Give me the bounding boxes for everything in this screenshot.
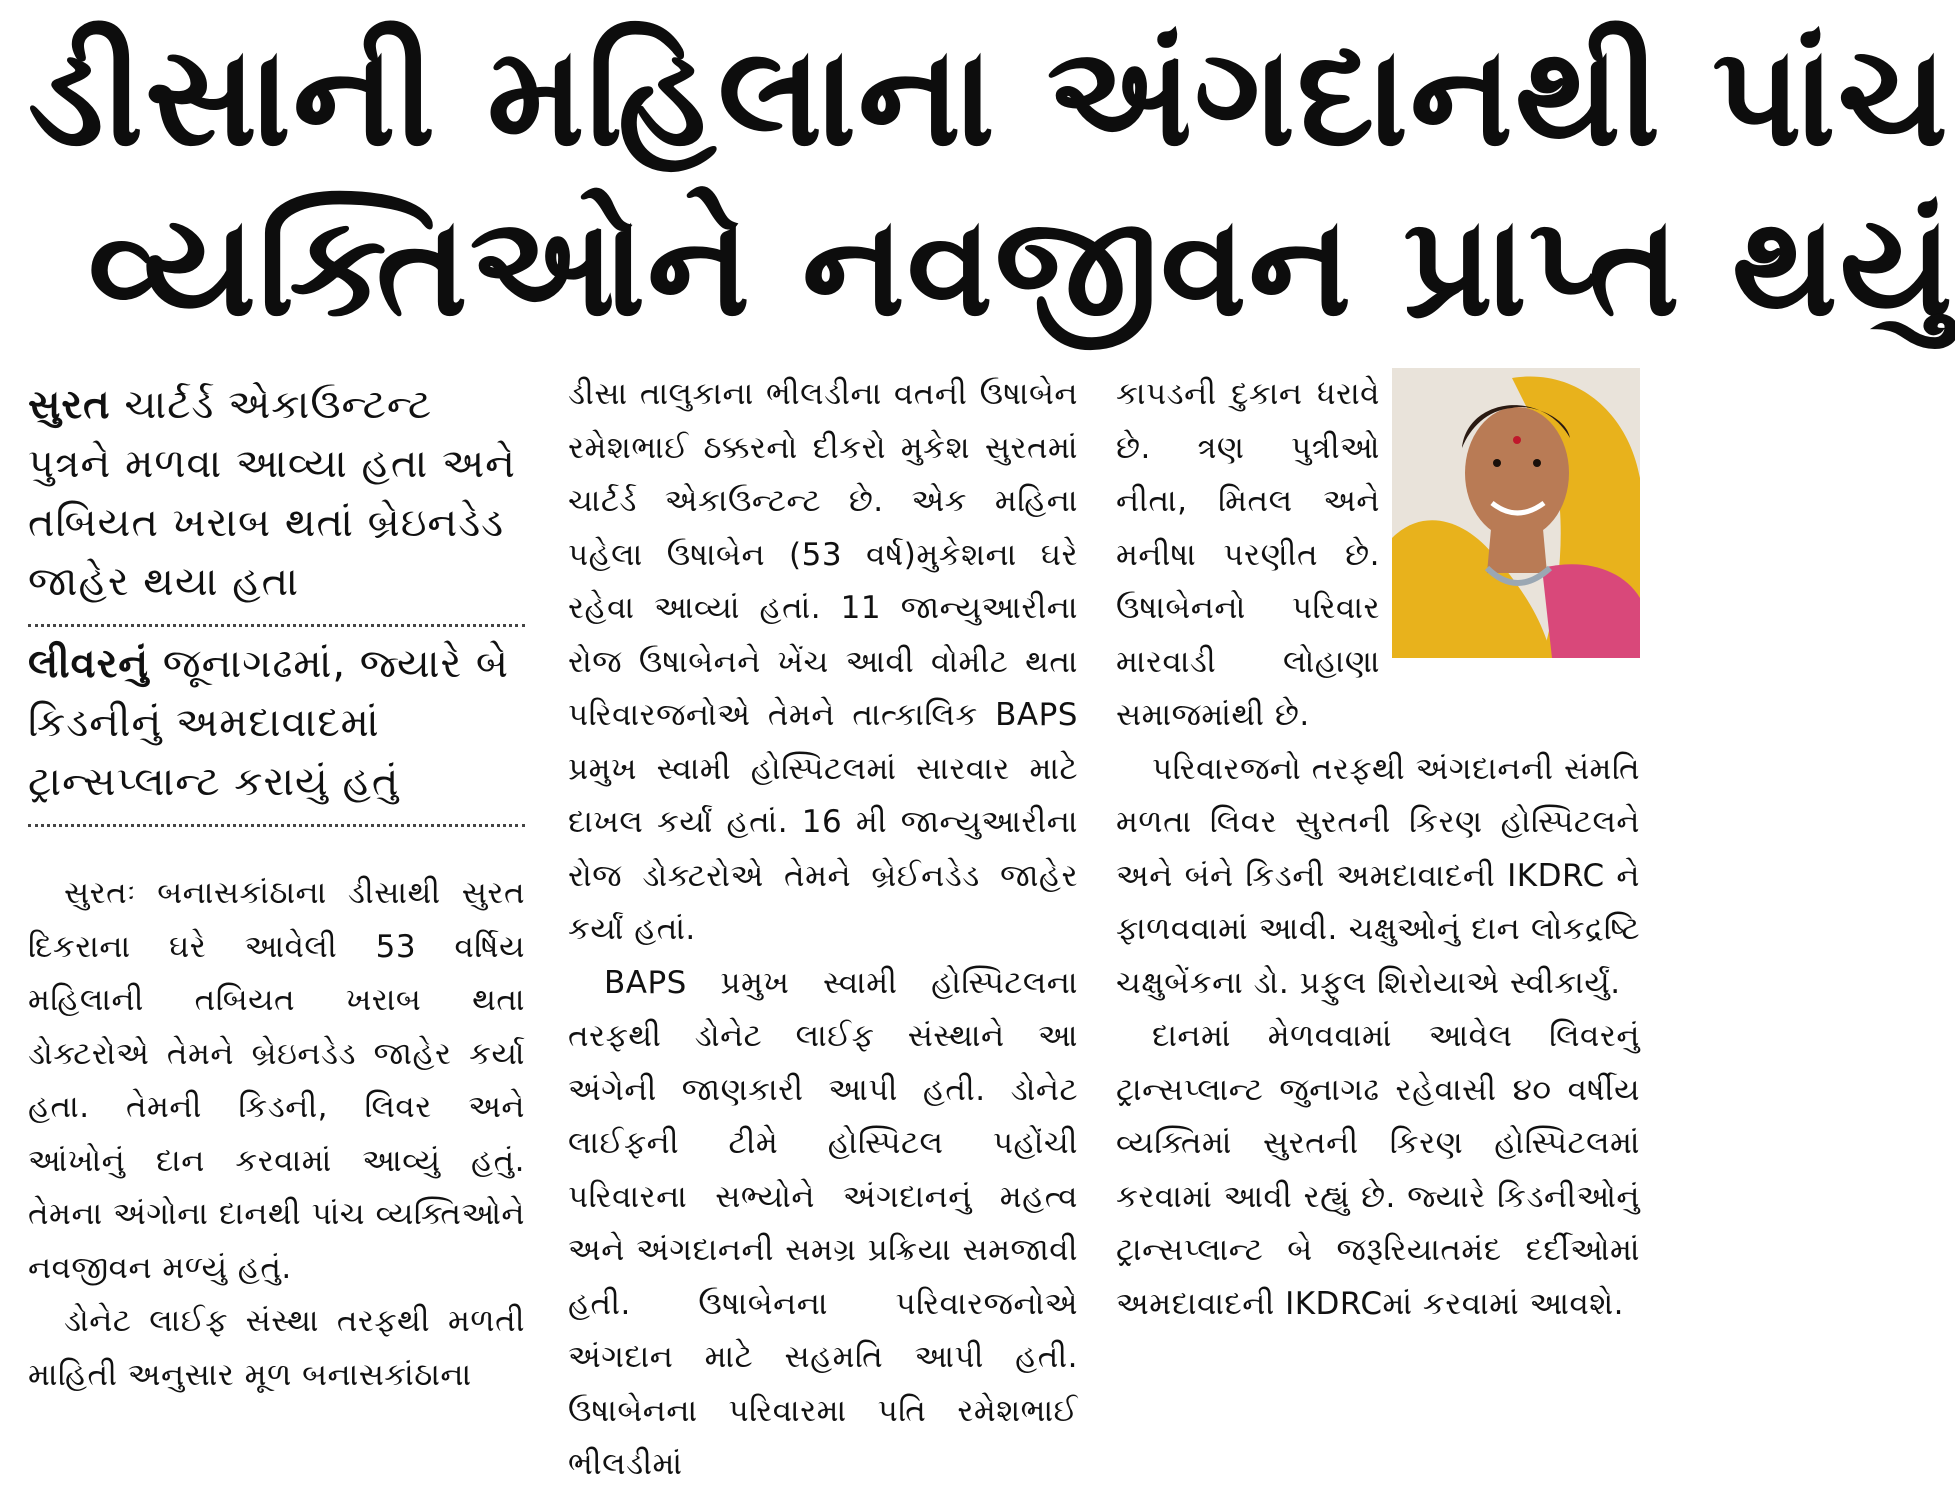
col3-paragraph-1: કાપડની દુકાન ધરાવે છે. ત્રણ પુત્રીઓ નીતા, મિતલ અને મનીષા પરણીત છે. ઉષાબેનનો પરિવાર મારવાડી લોહાણા સમાજમાંથી છે. (1116, 376, 1380, 733)
summary-2-text: જૂનાગઢમાં, જ્યારે બે કિડનીનું અમદાવાદમાં ટ્રાન્સપ્લાન્ટ કરાયું હતું (28, 641, 510, 805)
headline-line-1: ડીસાની મહિલાના અંગદાનથી પાંચ (28, 16, 1950, 177)
headline-line-2: વ્યક્તિઓને નવજીવન પ્રાપ્ત થયું (88, 186, 1955, 347)
col3-paragraph-3: દાનમાં મેળવવામાં આવેલ લિવરનું ટ્રાન્સપ્લાન્ટ જુનાગઢ રહેવાસી ૪૦ વર્ષીય વ્યક્તિમાં સુરતની કિરણ હોસ્પિટલમાં કરવામાં આવી રહ્યું છે. જ્યારે કિડનીઓનું ટ્રાન્સપ્લાન્ટ બે જરૂરિયાતમંદ દર્દીઓમાં અમદાવાદની IKDRCમાં કરવામાં આવશે. (1116, 1018, 1640, 1322)
summary-2 (28, 627, 525, 824)
summary-1 (28, 368, 525, 624)
summary-1-lead: સુરત (28, 382, 111, 428)
column-2 (568, 368, 1078, 1482)
summary-1-text: ચાર્ટર્ડ એકાઉન્ટન્ટ પુત્રને મળવા આવ્યા હતા અને તબિયત ખરાબ થતાં બ્રેઇનડેડ જાહેર થયા હતા (28, 382, 516, 605)
column-1 (28, 368, 525, 1468)
col1-paragraph-1: સુરતઃ બનાસકાંઠાના ડીસાથી સુરત દિકરાના ઘરે આવેલી 53 વર્ષિય મહિલાની તબિયત ખરાબ થતા ડોક્ટરોએ તેમને બ્રેઇનડેડ જાહેર કર્યા હતા. તેમની કિડની, લિવર અને આંખોનું દાન કરવામાં આવ્યું હતું. તેમના અંગોના દાનથી પાંચ વ્યક્તિઓને નવજીવન મળ્યું હતું. (28, 875, 525, 1286)
col3-paragraph-2: પરિવારજનો તરફથી અંગદાનની સંમતિ મળતા લિવર સુરતની કિરણ હોસ્પિટલને અને બંને કિડની અમદાવાદની IKDRC ને ફાળવવામાં આવી. ચક્ષુઓનું દાન લોકદ્રષ્ટિ ચક્ષુબેંકના ડો. પ્રફુલ શિરોયાએ સ્વીકાર્યું. (1116, 750, 1640, 1001)
column-3 (1116, 368, 1640, 1468)
dotted-divider (28, 824, 525, 827)
col1-paragraph-2: ડોનેટ લાઈફ સંસ્થા તરફથી મળતી માહિતી અનુસાર મૂળ બનાસકાંઠાના (28, 1303, 525, 1393)
col2-paragraph-2: BAPS પ્રમુખ સ્વામી હોસ્પિટલના તરફથી ડોનેટ લાઈફ સંસ્થાને આ અંગેની જાણકારી આપી હતી. ડોનેટ લાઈફની ટીમે હોસ્પિટલ પહોંચી પરિવારના સભ્યોને અંગદાનનું મહત્વ અને અંગદાનની સમગ્ર પ્રક્રિયા સમજાવી હતી. ઉષાબેનના પરિવારજનોએ અંગદાન માટે સહમતિ આપી હતી. ઉષાબેનના પરિવારમા પતિ રમેશભાઈ ભીલડીમાં (568, 964, 1078, 1482)
headline (28, 0, 1955, 352)
portrait-illustration (1392, 368, 1640, 658)
article-columns (28, 368, 1640, 1482)
col2-paragraph-1: ડીસા તાલુકાના ભીલડીના વતની ઉષાબેન રમેશભાઈ ઠક્કરનો દીકરો મુકેશ સુરતમાં ચાર્ટર્ડ એકાઉન્ટન્ટ છે. એક મહિના પહેલા ઉષાબેન (53 વર્ષ)મુકેશના ઘરે રહેવા આવ્યાં હતાં. 11 જાન્યુઆરીના રોજ ઉષાબેનને ખેંચ આવી વોમીટ થતા પરિવારજનોએ તેમને તાત્કાલિક BAPS પ્રમુખ સ્વામી હોસ્પિટલમાં સારવાર માટે દાખલ કર્યાં હતાં. 16 મી જાન્યુઆરીના રોજ ડોક્ટરોએ તેમને બ્રેઈનડેડ જાહેર કર્યાં હતાં. (568, 376, 1078, 947)
portrait-photo (1392, 368, 1640, 658)
summary-2-lead: લીવરનું (28, 641, 150, 687)
